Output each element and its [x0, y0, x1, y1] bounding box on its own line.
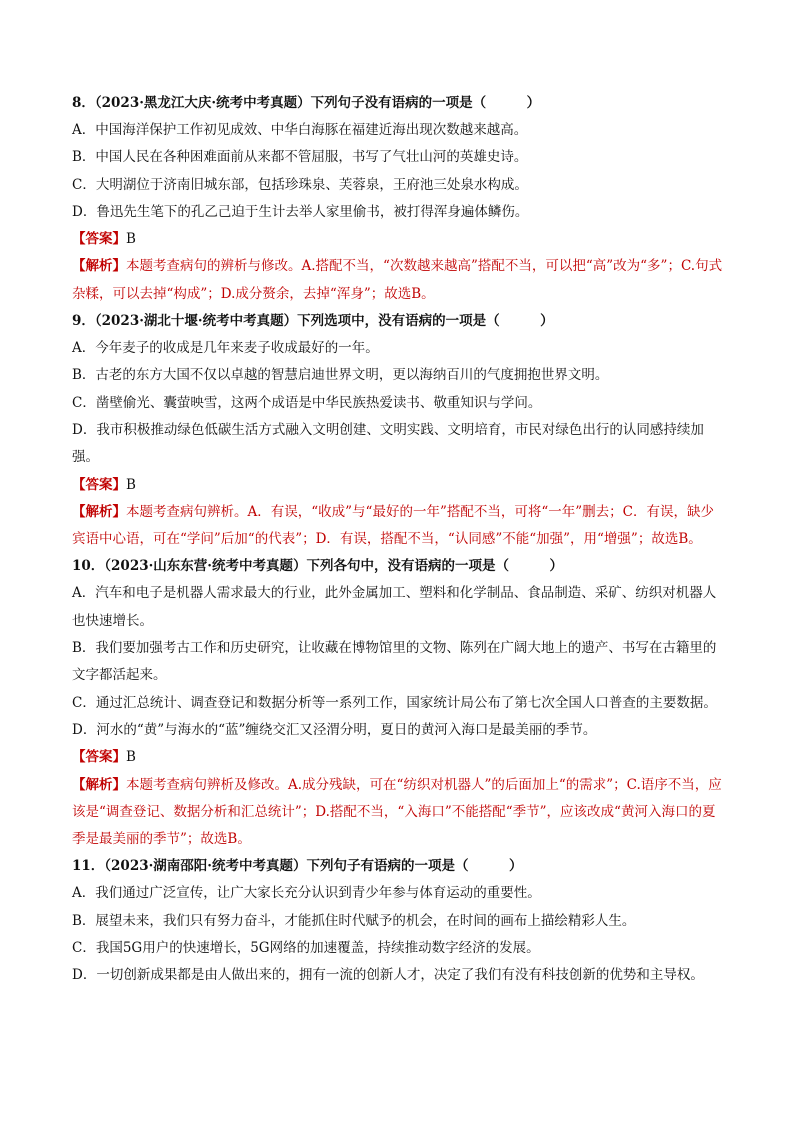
question-11	[72, 853, 724, 989]
explanation-label: 【解析】	[72, 776, 126, 793]
option-c: C．我国5G用户的快速增长，5G网络的加速覆盖，持续推动数字经济的发展。	[72, 940, 540, 957]
option-d: D．河水的“黄”与海水的“蓝”缠绕交汇又泾渭分明，夏日的黄河入海口是最美丽的季节。	[72, 721, 597, 738]
question-9	[72, 308, 724, 553]
document-page	[72, 90, 724, 990]
question-8	[72, 90, 724, 308]
option-d: D．一切创新成果都是由人做出来的，拥有一流的创新人才，决定了我们有没有科技创新的优势和主导权。	[72, 967, 704, 984]
answer-value: B	[126, 476, 136, 493]
option-d: D．我市积极推动绿色低碳生活方式融入文明创建、文明实践、文明培育，市民对绿色出行的认同感持续加强。	[72, 421, 704, 466]
option-b: B．古老的东方大国不仅以卓越的智慧启迪世界文明，更以海纳百川的气度拥抱世界文明。	[72, 367, 609, 384]
option-b: B．中国人民在各种困难面前从来都不管屈服，书写了气壮山河的英雄史诗。	[72, 149, 528, 166]
explanation	[72, 772, 724, 854]
explanation-label: 【解析】	[72, 258, 126, 275]
answer-label: 【答案】	[72, 476, 126, 493]
explanation-label: 【解析】	[72, 503, 126, 520]
answer-value: B	[126, 231, 136, 248]
question-stem: 9．（2023·湖北十堰·统考中考真题）下列选项中，没有语病的一项是（ ）	[72, 313, 554, 330]
option-d: D．鲁迅先生笔下的孔乙己迫于生计去举人家里偷书，被打得浑身遍体鳞伤。	[72, 203, 529, 220]
answer-label: 【答案】	[72, 749, 126, 766]
option-a: A．我们通过广泛宣传，让广大家长充分认识到青少年参与体育运动的重要性。	[72, 885, 541, 902]
explanation	[72, 253, 724, 308]
explanation	[72, 499, 724, 554]
option-b: B．我们要加强考古工作和历史研究，让收藏在博物馆里的文物、陈列在广阔大地上的遗产、书写在古籍里的文字都活起来。	[72, 640, 717, 684]
option-c: C．通过汇总统计、调查登记和数据分析等一系列工作，国家统计局公布了第七次全国人口普查的主要数据。	[72, 694, 717, 711]
answer-value: B	[126, 749, 136, 766]
question-10	[72, 553, 724, 853]
option-b: B．展望未来，我们只有努力奋斗，才能抓住时代赋予的机会，在时间的画布上描绘精彩人生。	[72, 912, 636, 929]
question-stem: 10．（2023·山东东营·统考中考真题）下列各句中，没有语病的一项是（ ）	[72, 558, 564, 575]
explanation-text: 本题考查病句辨析。A．有误，“收成”与“最好的一年”搭配不当，可将“一年”删去；C．有误，缺少宾语中心语，可在“学问”后加“的代表”；D．有误，搭配不当，“认同感”不能“加强”，用“增强”；故选B。	[72, 503, 714, 548]
question-stem: 8．（2023·黑龙江大庆·统考中考真题）下列句子没有语病的一项是（ ）	[72, 95, 541, 111]
option-c: C．凿壁偷光、囊萤映雪，这两个成语是中华民族热爱读书、敬重知识与学问。	[72, 394, 542, 411]
answer-line	[72, 472, 724, 499]
explanation-text: 本题考查病句的辨析与修改。A.搭配不当，“次数越来越高”搭配不当，可以把“高”改为“多”；C.句式杂糅，可以去掉“构成”；D.成分赘余，去掉“浑身”；故选B。	[72, 258, 723, 302]
answer-label: 【答案】	[72, 231, 126, 248]
option-c: C．大明湖位于济南旧城东部，包括珍珠泉、芙蓉泉，王府池三处泉水构成。	[72, 176, 528, 193]
option-a: A．中国海洋保护工作初见成效、中华白海豚在福建近海出现次数越来越高。	[72, 122, 528, 138]
explanation-text: 本题考查病句辨析及修改。A.成分残缺，可在“纺织对机器人”的后面加上“的需求”；C.语序不当，应该是“调查登记、数据分析和汇总统计”；D.搭配不当，“入海口”不能搭配“季节”，应该改成“黄河入海口的夏季是最美丽的季节”；故选B。	[72, 776, 722, 848]
option-a: A．今年麦子的收成是几年来麦子收成最好的一年。	[72, 340, 379, 357]
question-stem: 11．（2023·湖南邵阳·统考中考真题）下列句子有语病的一项是（ ）	[72, 858, 523, 875]
option-a: A．汽车和电子是机器人需求最大的行业，此外金属加工、塑料和化学制品、食品制造、采矿、纺织对机器人也快速增长。	[72, 585, 717, 629]
answer-line	[72, 744, 724, 771]
answer-line	[72, 226, 724, 253]
